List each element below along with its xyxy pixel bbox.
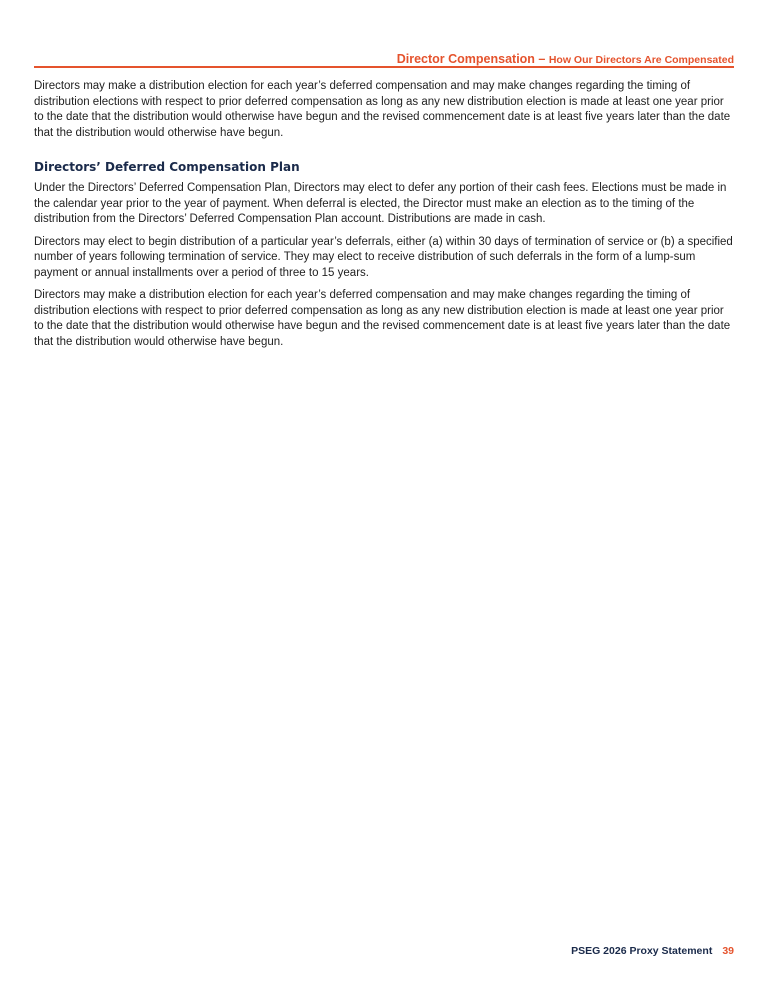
body-paragraph-1: Under the Directors’ Deferred Compensation Plan, Directors may elect to defer any portion of their cash fees. Elections must be made in the calendar year prior to the year of payment. When deferral is elected, the Director must make an election as to the timing of the distribution from the Directors’ Deferred Compensation Plan account. Distributions are made in cash.: [34, 182, 727, 225]
section-heading: Directors’ Deferred Compensation Plan: [34, 160, 300, 174]
intro-paragraph: Directors may make a distribution election for each year’s deferred compensation and may make changes regarding the timing of distribution elections with respect to prior deferred compensation as long as any new distribution election is made at least one year prior to the date that the distribution would otherwise have begun and the revised commencement date is at least five years later than the date that the distribution would otherwise have begun.: [34, 80, 731, 139]
header-separator: –: [534, 52, 549, 66]
page-number: 39: [722, 945, 734, 957]
body-paragraph-2: Directors may elect to begin distribution of a particular year’s deferrals, either (a) within 30 days of termination of service or (b) a specified number of years following termination of service. They may elect to receive distribution of such deferrals in the form of a lump-sum payment or annual installments over a period of three to 15 years.: [34, 235, 733, 279]
running-header: [34, 50, 734, 68]
page-content: [34, 79, 734, 357]
header-subtitle: How Our Directors Are Compensated: [548, 54, 734, 66]
footer-document-title: PSEG 2026 Proxy Statement: [571, 945, 713, 957]
page-footer: [34, 944, 734, 958]
body-paragraph-3: Directors may make a distribution election for each year’s deferred compensation and may make changes regarding the timing of distribution elections with respect to prior deferred compensation as long as any new distribution election is made at least one year prior to the date that the distribution would otherwise have begun and the revised commencement date is at least five years later than the date that the distribution would otherwise have begun.: [34, 289, 731, 348]
header-section-title: Director Compensation: [396, 52, 535, 66]
